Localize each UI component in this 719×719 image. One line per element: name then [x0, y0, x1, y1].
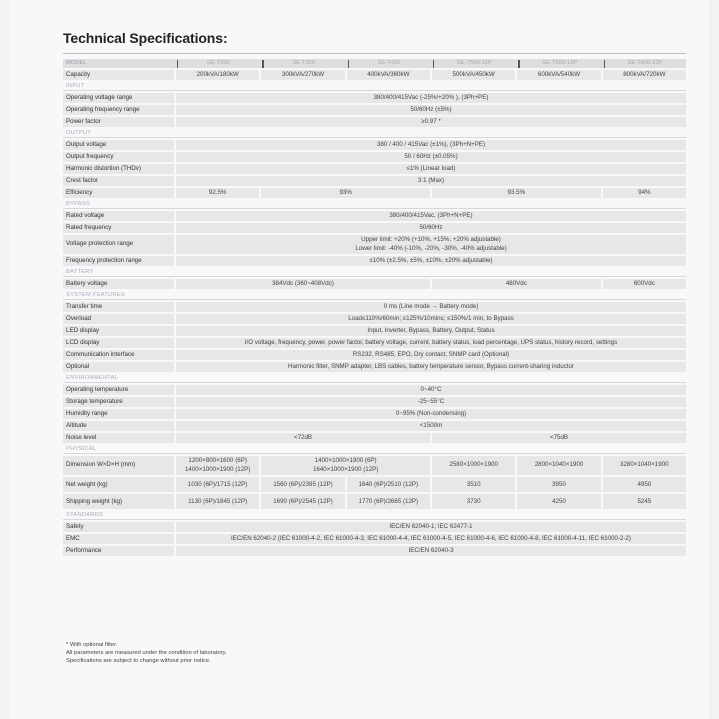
- row-label: LCD display: [63, 338, 174, 348]
- battery-cell: 600Vdc: [601, 279, 686, 289]
- row-value: 0~95% (Non-condensing): [174, 409, 686, 419]
- row-value: 380/400/415Vac, (3Ph+N+PE): [174, 211, 686, 221]
- title-divider: [63, 53, 686, 54]
- column-separator: [518, 60, 519, 68]
- model-header-cell: SE-T500-12P: [430, 59, 515, 68]
- row-label: Net weight (kg): [63, 477, 174, 492]
- row-label: Communication interface: [63, 350, 174, 360]
- row-value: IEC/EN 62040-2 (IEC 61000-4-2, IEC 61000-4-3, IEC 61000-4-4, IEC 61000-4-5, IEC 61000-4-6, IEC 61000-4-8, IEC 61000-4-11, IEC 61000-2-2): [174, 534, 686, 544]
- row-label: Altitude: [63, 421, 174, 431]
- row-value: 50/60Hz: [174, 223, 686, 233]
- row-value: Input, Inverter, Bypass, Battery, Output, Status: [174, 326, 686, 336]
- spec-row: [63, 397, 686, 407]
- row-value: <1500m: [174, 421, 686, 431]
- spec-row: [63, 140, 686, 150]
- capacity-row: [63, 70, 686, 80]
- spec-row: [63, 546, 686, 556]
- row-label: Shipping weight (kg): [63, 494, 174, 509]
- row-value: ≥0.97 *: [174, 117, 686, 127]
- capacity-cell: 500kVA/450kW: [430, 70, 515, 80]
- dimension-cell: 2800×1040×1900: [515, 456, 600, 475]
- row-value: 380 / 400 / 415Vac (±1%), (3Ph+N+PE): [174, 140, 686, 150]
- spec-row: [63, 105, 686, 115]
- row-label: Transfer time: [63, 302, 174, 312]
- spec-row: [63, 522, 686, 532]
- row-value: ±10% (±2.5%, ±5%, ±10%, ±20% adjustable): [174, 256, 686, 266]
- net-weight-cell: 3510: [430, 477, 515, 492]
- dimension-cell: 3280×1040×1900: [601, 456, 686, 475]
- column-separator: [433, 60, 434, 68]
- model-header-cell: SE-T600-12P: [515, 59, 600, 68]
- row-label: Dimension W×D×H (mm): [63, 456, 174, 475]
- row-value: 380/400/415Vac (-25%/+20% ), (3Ph+PE): [174, 93, 686, 103]
- row-label: Rated frequency: [63, 223, 174, 233]
- efficiency-cell: 92.5%: [174, 188, 259, 198]
- battery-cell: 480Vdc: [430, 279, 601, 289]
- spec-row: [63, 235, 686, 254]
- row-label: Efficiency: [63, 188, 174, 198]
- efficiency-cell: 93%: [259, 188, 430, 198]
- capacity-cell: 800kVA/720kW: [601, 70, 686, 80]
- spec-row: [63, 385, 686, 395]
- spec-row: [63, 421, 686, 431]
- net-weight-cell: 1030 (6P)/1715 (12P): [174, 477, 259, 492]
- shipping-weight-cell: 1770 (6P)/2665 (12P): [345, 494, 430, 509]
- net-weight-cell: 4950: [601, 477, 686, 492]
- section-heading-physical: PHYSICAL: [63, 445, 686, 454]
- shipping-weight-cell: 1130 (6P)/1845 (12P): [174, 494, 259, 509]
- row-label: Performance: [63, 546, 174, 556]
- row-label: Crest factor: [63, 176, 174, 186]
- section-heading-bypass: BYPASS: [63, 200, 686, 209]
- capacity-cell: 600kVA/540kW: [515, 70, 600, 80]
- row-value: IEC/EN 62040-1; IEC 62477-1: [174, 522, 686, 532]
- spec-row: [63, 534, 686, 544]
- row-value: Harmonic filter, SNMP adapter, LBS cables, battery temperature sensor, Bypass current-sharing inductor: [174, 362, 686, 372]
- spec-row: [63, 164, 686, 174]
- row-label: Operating voltage range: [63, 93, 174, 103]
- section-heading-input: INPUT: [63, 82, 686, 91]
- upper-limit-text: Upper limit: +20% (+10%, +15%, +20% adjustable): [361, 236, 501, 243]
- row-label: LED display: [63, 326, 174, 336]
- row-value: I/O voltage, frequency, power, power factor, battery voltage, current, battery status, load percentage, UPS status, history record, settings: [174, 338, 686, 348]
- section-heading-system-features: SYSTEM FEATURES: [63, 291, 686, 300]
- spec-row: [63, 152, 686, 162]
- noise-cell: <72dB: [174, 433, 430, 443]
- row-value: [174, 235, 686, 254]
- row-value: 3:1 (Max): [174, 176, 686, 186]
- footnote: All parameters are measured under the condition of laboratory.: [66, 650, 227, 656]
- model-header-label: MODEL: [63, 59, 174, 68]
- capacity-cell: 300kVA/270kW: [259, 70, 344, 80]
- spec-row: [63, 362, 686, 372]
- spec-row: [63, 93, 686, 103]
- capacity-cell: 400kVA/360kW: [345, 70, 430, 80]
- row-value: 0~40°C: [174, 385, 686, 395]
- net-weight-cell: 1640 (6P)/2510 (12P): [345, 477, 430, 492]
- lower-limit-text: Lower limit: -40% (-10%, -20%, -30%, -40% adjustable): [355, 244, 507, 252]
- spec-row: [63, 326, 686, 336]
- spec-row: [63, 338, 686, 348]
- net-weight-cell: 1560 (6P)/2395 (12P): [259, 477, 344, 492]
- dimension-cell: 1400×1000×1900 (6P) 1640×1000×1900 (12P): [259, 456, 430, 475]
- row-label: Capacity: [63, 70, 174, 80]
- row-value: -25~55°C: [174, 397, 686, 407]
- column-separator: [348, 60, 349, 68]
- row-label: Overload: [63, 314, 174, 324]
- model-header-cell: SE-T400: [345, 59, 430, 68]
- spec-row: [63, 409, 686, 419]
- shipping-weight-cell: 5245: [601, 494, 686, 509]
- spec-table: [63, 57, 686, 558]
- row-value: Load≤110%/60min; ≤125%/10mins; ≤150%/1 min, to Bypass: [174, 314, 686, 324]
- efficiency-cell: 93.5%: [430, 188, 601, 198]
- model-header-cell: SE-T300: [259, 59, 344, 68]
- efficiency-row: [63, 188, 686, 198]
- page-title: Technical Specifications:: [63, 30, 228, 46]
- row-label: Storage temperature: [63, 397, 174, 407]
- spec-row: [63, 117, 686, 127]
- row-value: 0 ms (Line mode → Battery mode): [174, 302, 686, 312]
- net-weight-row: [63, 477, 686, 492]
- row-label: Operating frequency range: [63, 105, 174, 115]
- noise-cell: <75dB: [430, 433, 686, 443]
- spec-row: [63, 223, 686, 233]
- row-value: IEC/EN 62040-3: [174, 546, 686, 556]
- row-label: Operating temperature: [63, 385, 174, 395]
- row-label: Noise level: [63, 433, 174, 443]
- row-label: Optional: [63, 362, 174, 372]
- dimension-cell: 1200×800×1600 (6P) 1400×1000×1900 (12P): [174, 456, 259, 475]
- shipping-weight-cell: 3730: [430, 494, 515, 509]
- dimension-row: [63, 456, 686, 475]
- row-label: Output voltage: [63, 140, 174, 150]
- capacity-cell: 200kVA/180kW: [174, 70, 259, 80]
- spec-row: [63, 256, 686, 266]
- dimension-cell: 2580×1000×1900: [430, 456, 515, 475]
- footnotes: [66, 641, 227, 665]
- spec-row: [63, 350, 686, 360]
- spec-sheet-page: [10, 0, 709, 719]
- battery-cell: 384Vdc (360~408Vdc): [174, 279, 430, 289]
- row-label: Humidity range: [63, 409, 174, 419]
- row-value: 50 / 60Hz (±0.05%): [174, 152, 686, 162]
- spec-row: [63, 314, 686, 324]
- battery-voltage-row: [63, 279, 686, 289]
- column-separator: [604, 60, 605, 68]
- row-label: Voltage protection range: [63, 235, 174, 254]
- row-value: 50/60Hz (±5%): [174, 105, 686, 115]
- row-label: Battery voltage: [63, 279, 174, 289]
- shipping-weight-row: [63, 494, 686, 509]
- spec-row: [63, 302, 686, 312]
- footnote: Specifications are subject to change without prior notice.: [66, 658, 211, 664]
- row-label: Power factor: [63, 117, 174, 127]
- efficiency-cell: 94%: [601, 188, 686, 198]
- row-label: Harmonic distortion (THDv): [63, 164, 174, 174]
- model-header-row: [63, 59, 686, 68]
- row-label: Rated voltage: [63, 211, 174, 221]
- column-separator: [177, 60, 178, 68]
- spec-row: [63, 211, 686, 221]
- row-label: Output frequency: [63, 152, 174, 162]
- section-heading-environmental: ENVIRONMENTAL: [63, 374, 686, 383]
- model-header-cell: SE-T200: [174, 59, 259, 68]
- column-separator: [262, 60, 263, 68]
- shipping-weight-cell: 4250: [515, 494, 600, 509]
- footnote: * With optional filter.: [66, 642, 118, 648]
- model-header-cell: SE-T800-12P: [601, 59, 686, 68]
- net-weight-cell: 3950: [515, 477, 600, 492]
- section-heading-standards: STANDARDS: [63, 511, 686, 520]
- row-value: ≤1% (Linear load): [174, 164, 686, 174]
- row-label: Safety: [63, 522, 174, 532]
- spec-row: [63, 176, 686, 186]
- section-heading-output: OUTPUT: [63, 129, 686, 138]
- row-value: RS232, RS485, EPO, Dry contact, SNMP card (Optional): [174, 350, 686, 360]
- section-heading-battery: BATTERY: [63, 268, 686, 277]
- row-label: Frequency protection range: [63, 256, 174, 266]
- row-label: EMC: [63, 534, 174, 544]
- shipping-weight-cell: 1690 (6P)/2545 (12P): [259, 494, 344, 509]
- noise-level-row: [63, 433, 686, 443]
